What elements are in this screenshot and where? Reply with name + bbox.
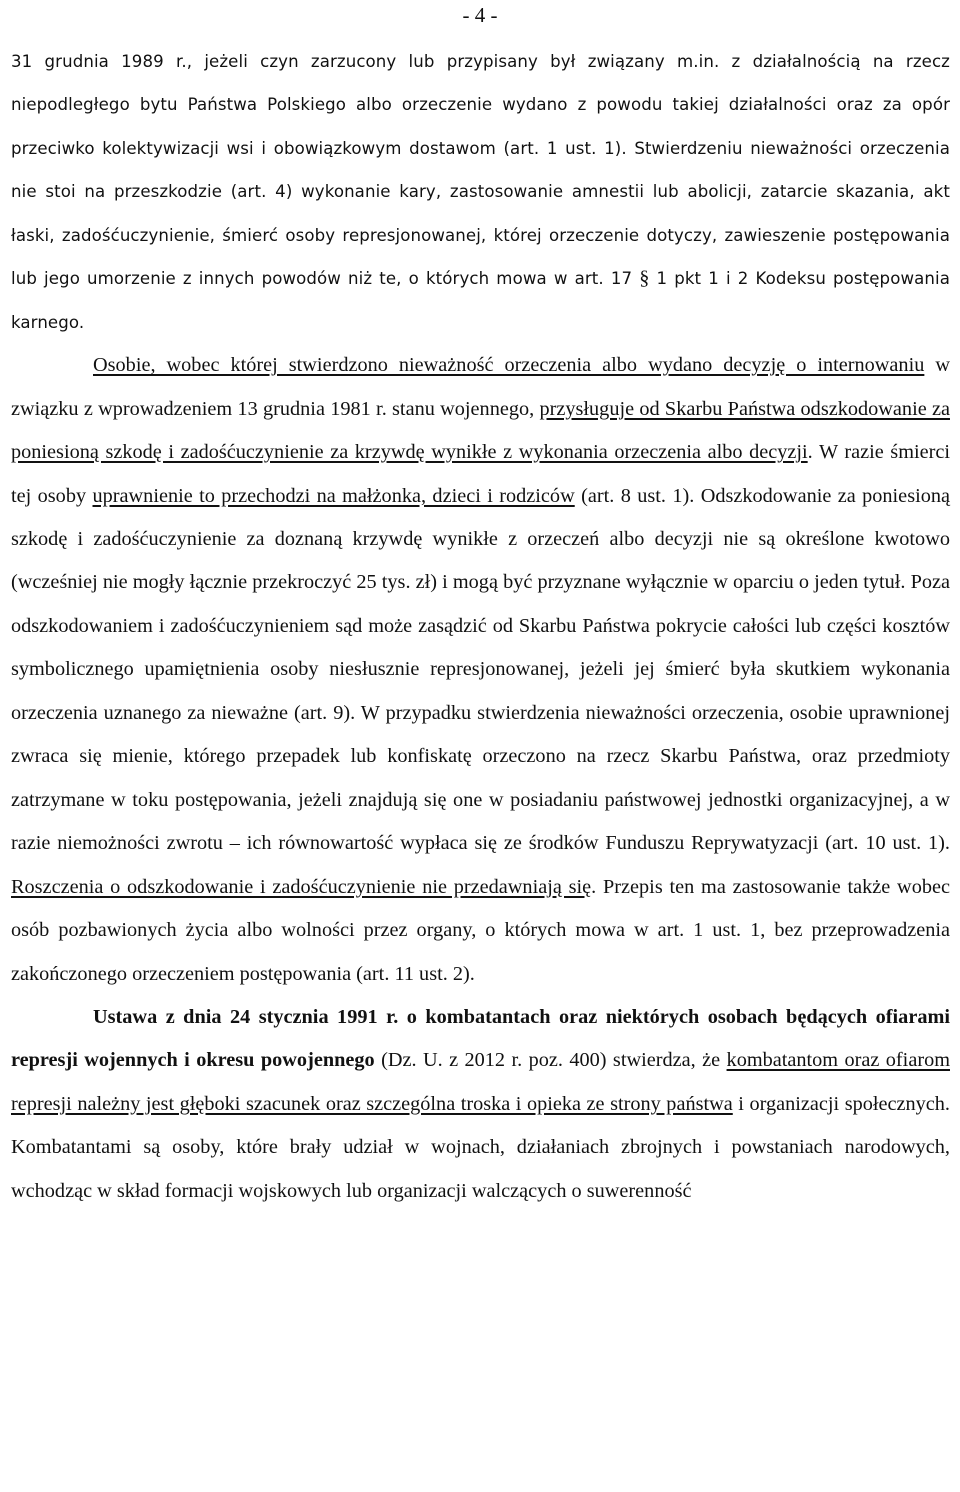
text-run: (art. 8 ust. 1). Odszkodowanie za poniesioną szkodę i zadośćuczynienie za doznaną krzywdę wynikłe z orzeczeń albo decyzji nie są określone kwotowo (wcześniej nie mogły łącznie przekroczyć 25 tys. zł) i mogą być przyznane wyłącznie w oparciu o jeden tytuł. Poza odszkodowaniem i zadośćuczynieniem sąd może zasądzić od Skarbu Państwa pokrycie całości lub części kosztów symbolicznego upamiętnienia osoby niesłusznie represjonowanej, jeżeli jej śmierć była skutkiem wykonania orzeczenia uznanego za nieważne (art. 9). W przypadku stwierdzenia nieważności orzeczenia, osobie uprawnionej zwraca się mienie, którego przepadek lub konfiskatę orzeczono na rzecz Skarbu Państwa, oraz przedmioty zatrzymane w toku postępowania, jeżeli znajdują się one w posiadaniu państwowej jednostki organizacyjnej, a w razie niemożności zwrotu – ich równowartość wypłaca się ze środków Funduszu Reprywatyzacji (art. 10 ust. 1). [11, 484, 950, 855]
act-title: Ustawa z dnia 24 stycznia 1991 r. o kombatantach oraz niektórych osobach będących ofiarami represji wojennych i okresu powojennego [11, 1005, 950, 1072]
paragraph-combatants-act [11, 996, 950, 1213]
underlined-text: Osobie, wobec której stwierdzono nieważność orzeczenia albo wydano decyzję o internowaniu [93, 354, 925, 377]
paragraph-compensation [11, 344, 950, 996]
text-run: . Przepis ten ma zastosowanie także wobec osób pozbawionych życia albo wolności przez organy, o których mowa w art. 1 ust. 1, bez przeprowadzenia zakończonego orzeczeniem postępowania (art. 11 ust. 2). [11, 875, 950, 985]
text-run: 31 grudnia 1989 r., jeżeli czyn zarzucony lub przypisany był związany m.in. z działalnością na rzecz niepodległego bytu Państwa Polskiego albo orzeczenie wydano z powodu takiej działalności oraz za opór przeciwko kolektywizacji wsi i obowiązkowym dostawom (art. 1 ust. 1). Stwierdzeniu nieważności orzeczenia nie stoi na przeszkodzie (art. 4) wykonanie kary, zastosowanie amnestii lub abolicji, zatarcie skazania, akt łaski, zadośćuczynienie, śmierć osoby represjonowanej, której orzeczenie dotyczy, zawieszenie postępowania lub jego umorzenie z innych powodów niż te, o których mowa w art. 17 [11, 52, 950, 289]
underlined-text: przysługuje od Skarbu Państwa odszkodowanie za poniesioną szkodę i zadośćuczynienie za krzywdę wynikłe z wykonania orzeczenia albo decyzji [11, 397, 950, 464]
text-run: i organizacji społecznych. Kombatantami są osoby, które brały udział w wojnach, działaniach zbrojnych i powstaniach narodowych, wchodząc w skład formacji wojskowych lub organizacji walczących o suwerenność [11, 1092, 950, 1202]
page-number: - 4 - [462, 3, 498, 27]
paragraph-art-1-continuation [11, 40, 950, 344]
text-run: (Dz. U. z 2012 r. poz. 400) stwierdza, że [374, 1049, 727, 1072]
underlined-text: Roszczenia o odszkodowanie i zadośćuczynienie nie przedawniają się [11, 875, 592, 898]
underlined-text: kombatantom oraz ofiarom represji należny jest głęboki szacunek oraz szczególna troska i opieka ze strony państwa [11, 1049, 950, 1115]
section-sign: § [639, 267, 650, 290]
text-run: . W razie śmierci tej osoby [11, 441, 950, 507]
document-body [11, 0, 950, 1213]
text-run: 1 pkt 1 i 2 Kodeksu postępowania karnego. [11, 269, 950, 332]
underlined-text: uprawnienie to przechodzi na małżonka, dzieci i rodziców [92, 484, 575, 507]
text-run: w związku z wprowadzeniem 13 grudnia 1981 r. stanu wojennego, [11, 354, 951, 420]
